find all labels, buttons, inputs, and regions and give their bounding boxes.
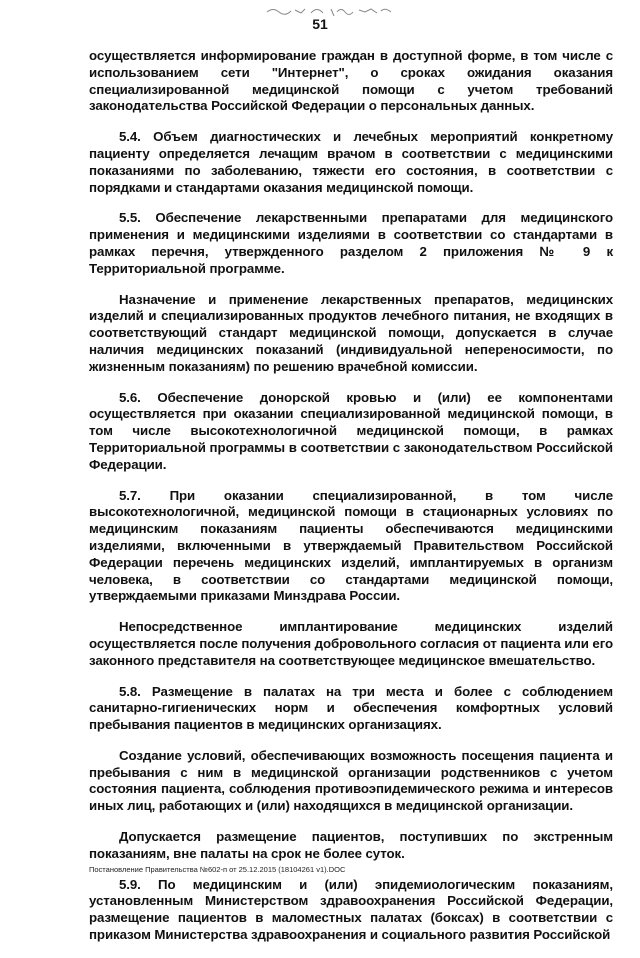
paragraph-5-9: 5.9. По медицинским и (или) эпидемиологическим показаниям, установленным Министерством здравоохранения Российской Федерации, размещение пациентов в маломестных палатах (боксах) в соответствии с приказом Министерства здравоохранения и социального развития Российской [89, 876, 613, 943]
paragraph-5-7-implantation: Непосредственное имплантирование медицинских изделий осуществляется после получения добровольного согласия от пациента или его законного представителя на соответствующее медицинское вмешательство. [89, 619, 613, 668]
paragraph-5-6: 5.6. Обеспечение донорской кровью и (или) ее компонентами осуществляется при оказании специализированной медицинской помощи, в том числе высокотехнологичной медицинской помощи, в рамках Территориальной программы в соответствии с законодательством Российской Федерации. [89, 389, 613, 472]
paragraph-5-8-visiting: Создание условий, обеспечивающих возможность посещения пациента и пребывания с ним в медицинской организации родственников с учетом состояния пациента, соблюдения противоэпидемического режима и интересов иных лиц, работающих и (или) находящихся в медицинской организации. [89, 747, 613, 814]
paragraph-5-8: 5.8. Размещение в палатах на три места и более с соблюдением санитарно-гигиенических норм и обеспечения комфортных условий пребывания пациентов в медицинских организациях. [89, 683, 613, 733]
paragraph-5-5: 5.5. Обеспечение лекарственными препаратами для медицинского применения и медицинскими изделиями в соответствии со стандартами в рамках перечня, утвержденного разделом 2 приложения № 9 к Территориальной программе. [89, 210, 613, 276]
paragraph-5-5-assignment: Назначение и применение лекарственных препаратов, медицинских изделий и специализированных продуктов лечебного питания, не входящих в соответствующий стандарт медицинской помощи, допускается в случае наличия медицинских показаний (индивидуальной непереносимости, по жизненным показаниям) по решению врачебной комиссии. [89, 291, 613, 374]
paragraph-continuation: осуществляется информирование граждан в доступной форме, в том числе с использованием сети "Интернет", о сроках ожидания оказания специализированной медицинской помощи с учетом требований законодательства Российской Федерации о персональных данных. [89, 48, 613, 114]
paragraph-5-4: 5.4. Объем диагностических и лечебных мероприятий конкретному пациенту определяется лечащим врачом в соответствии с медицинскими показаниями по заболеванию, тяжести его состояния, в соответствии с порядками и стандартами оказания медицинской помощи. [89, 129, 613, 195]
paragraph-5-8-emergency: Допускается размещение пациентов, поступивших по экстренным показаниям, вне палаты на срок не более суток. [89, 829, 613, 861]
document-body [89, 48, 613, 958]
document-footer: Постановление Правительства №602-п от 25.12.2015 (18104261 v1).DOC [89, 865, 346, 874]
page-number: 51 [312, 16, 328, 32]
paragraph-5-7: 5.7. При оказании специализированной, в том числе высокотехнологичной, медицинской помощи в стационарных условиях по медицинским показаниям пациенты обеспечиваются медицинскими изделиями, включенными в утверждаемый Правительством Российской Федерации перечень медицинских изделий, имплантируемых в организм человека, в соответствии со стандартами медицинской помощи, утверждаемыми приказами Минздрава России. [89, 487, 613, 604]
